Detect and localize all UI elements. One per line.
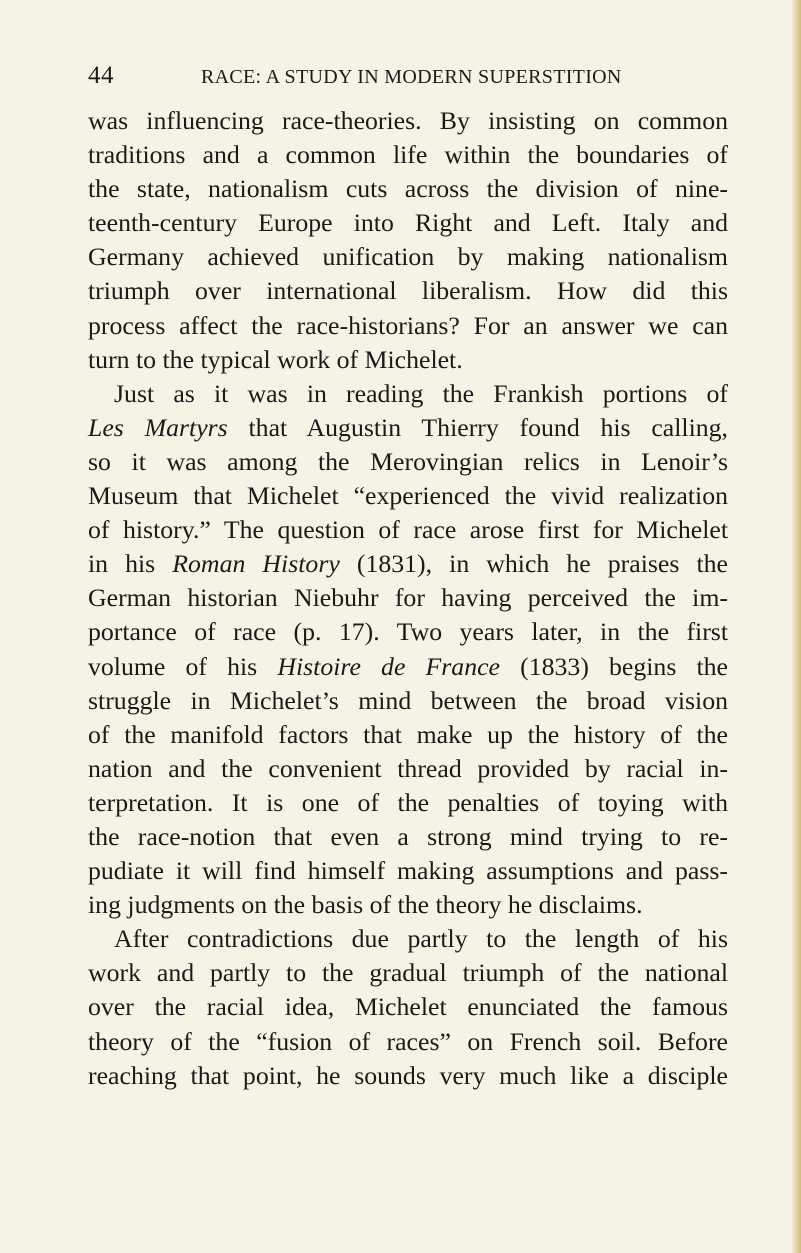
text-line xyxy=(88,650,728,684)
text-line xyxy=(88,240,728,274)
text-segment: ing judgments on the basis of the theory he disclaims. xyxy=(88,890,643,920)
text-segment: Museum that Michelet “experienced the vivid realization xyxy=(88,481,728,511)
text-segment: that Augustin Thierry found his calling, xyxy=(227,412,728,442)
text-line xyxy=(88,547,728,581)
text-line xyxy=(88,615,728,649)
text-line xyxy=(88,786,728,820)
text-segment: pudiate it will find himself making assumptions and pass- xyxy=(88,856,728,886)
text-line xyxy=(88,513,728,547)
text-segment: (1833) begins the xyxy=(500,651,729,681)
text-line xyxy=(88,990,728,1024)
text-line xyxy=(88,820,728,854)
text-line xyxy=(88,752,728,786)
text-line xyxy=(88,343,728,377)
text-line xyxy=(88,274,728,308)
text-line xyxy=(88,309,728,343)
text-line xyxy=(88,172,728,206)
book-title: Histoire de France xyxy=(277,651,501,681)
text-line xyxy=(88,138,728,172)
text-segment: terpretation. It is one of the penalties of toying with xyxy=(88,787,728,817)
text-line xyxy=(88,956,728,990)
text-line xyxy=(88,445,728,479)
text-line xyxy=(88,684,728,718)
text-segment: the race-notion that even a strong mind trying to re- xyxy=(88,821,728,851)
text-segment: of the manifold factors that make up the history of the xyxy=(88,719,728,749)
text-segment: of history.” The question of race arose first for Michelet xyxy=(88,515,728,545)
text-segment: teenth-century Europe into Right and Left. Italy and xyxy=(88,208,728,238)
text-segment: reaching that point, he sounds very much like a disciple xyxy=(88,1060,728,1090)
text-segment: the state, nationalism cuts across the division of nine- xyxy=(88,174,728,204)
text-line xyxy=(88,718,728,752)
text-line xyxy=(88,104,728,138)
text-segment: over the racial idea, Michelet enunciated the famous xyxy=(88,992,728,1022)
text-line xyxy=(88,1059,728,1093)
text-segment: volume of his xyxy=(88,651,278,681)
text-segment: portance of race (p. 17). Two years later, in the first xyxy=(88,617,728,647)
running-title: RACE: A STUDY IN MODERN SUPERSTITION xyxy=(201,66,622,88)
text-segment: in his xyxy=(88,549,173,579)
text-segment: turn to the typical work of Michelet. xyxy=(88,344,463,374)
text-segment: so it was among the Merovingian relics in Lenoir’s xyxy=(88,446,728,476)
text-line xyxy=(88,1025,728,1059)
text-line xyxy=(88,479,728,513)
page-edge-shadow xyxy=(791,0,801,1253)
text-line xyxy=(88,854,728,888)
page-number: 44 xyxy=(88,62,114,89)
text-line xyxy=(88,411,728,445)
text-segment: After contradictions due partly to the length of his xyxy=(114,924,728,954)
text-segment: was influencing race-theories. By insisting on common xyxy=(88,106,728,135)
text-segment: theory of the “fusion of races” on French soil. Before xyxy=(88,1026,728,1056)
book-title: Les Martyrs xyxy=(88,412,228,442)
text-line xyxy=(88,206,728,240)
text-line xyxy=(88,922,728,956)
body-text xyxy=(88,104,728,1093)
text-segment: nation and the convenient thread provided by racial in- xyxy=(88,753,728,783)
text-segment: process affect the race-historians? For an answer we can xyxy=(88,310,728,340)
text-segment: traditions and a common life within the boundaries of xyxy=(88,140,728,170)
text-line xyxy=(88,377,728,411)
text-segment: work and partly to the gradual triumph of the national xyxy=(88,958,728,988)
text-segment: struggle in Michelet’s mind between the broad vision xyxy=(88,685,728,715)
text-line xyxy=(88,581,728,615)
text-segment: (1831), in which he praises the xyxy=(339,549,728,579)
book-title: Roman History xyxy=(172,549,340,579)
text-line xyxy=(88,888,728,922)
text-segment: triumph over international liberalism. How did this xyxy=(88,276,728,306)
text-segment: German historian Niebuhr for having perceived the im- xyxy=(88,583,728,613)
text-segment: Germany achieved unification by making nationalism xyxy=(88,242,728,272)
text-segment: Just as it was in reading the Frankish portions of xyxy=(114,378,728,408)
running-head xyxy=(88,62,728,92)
